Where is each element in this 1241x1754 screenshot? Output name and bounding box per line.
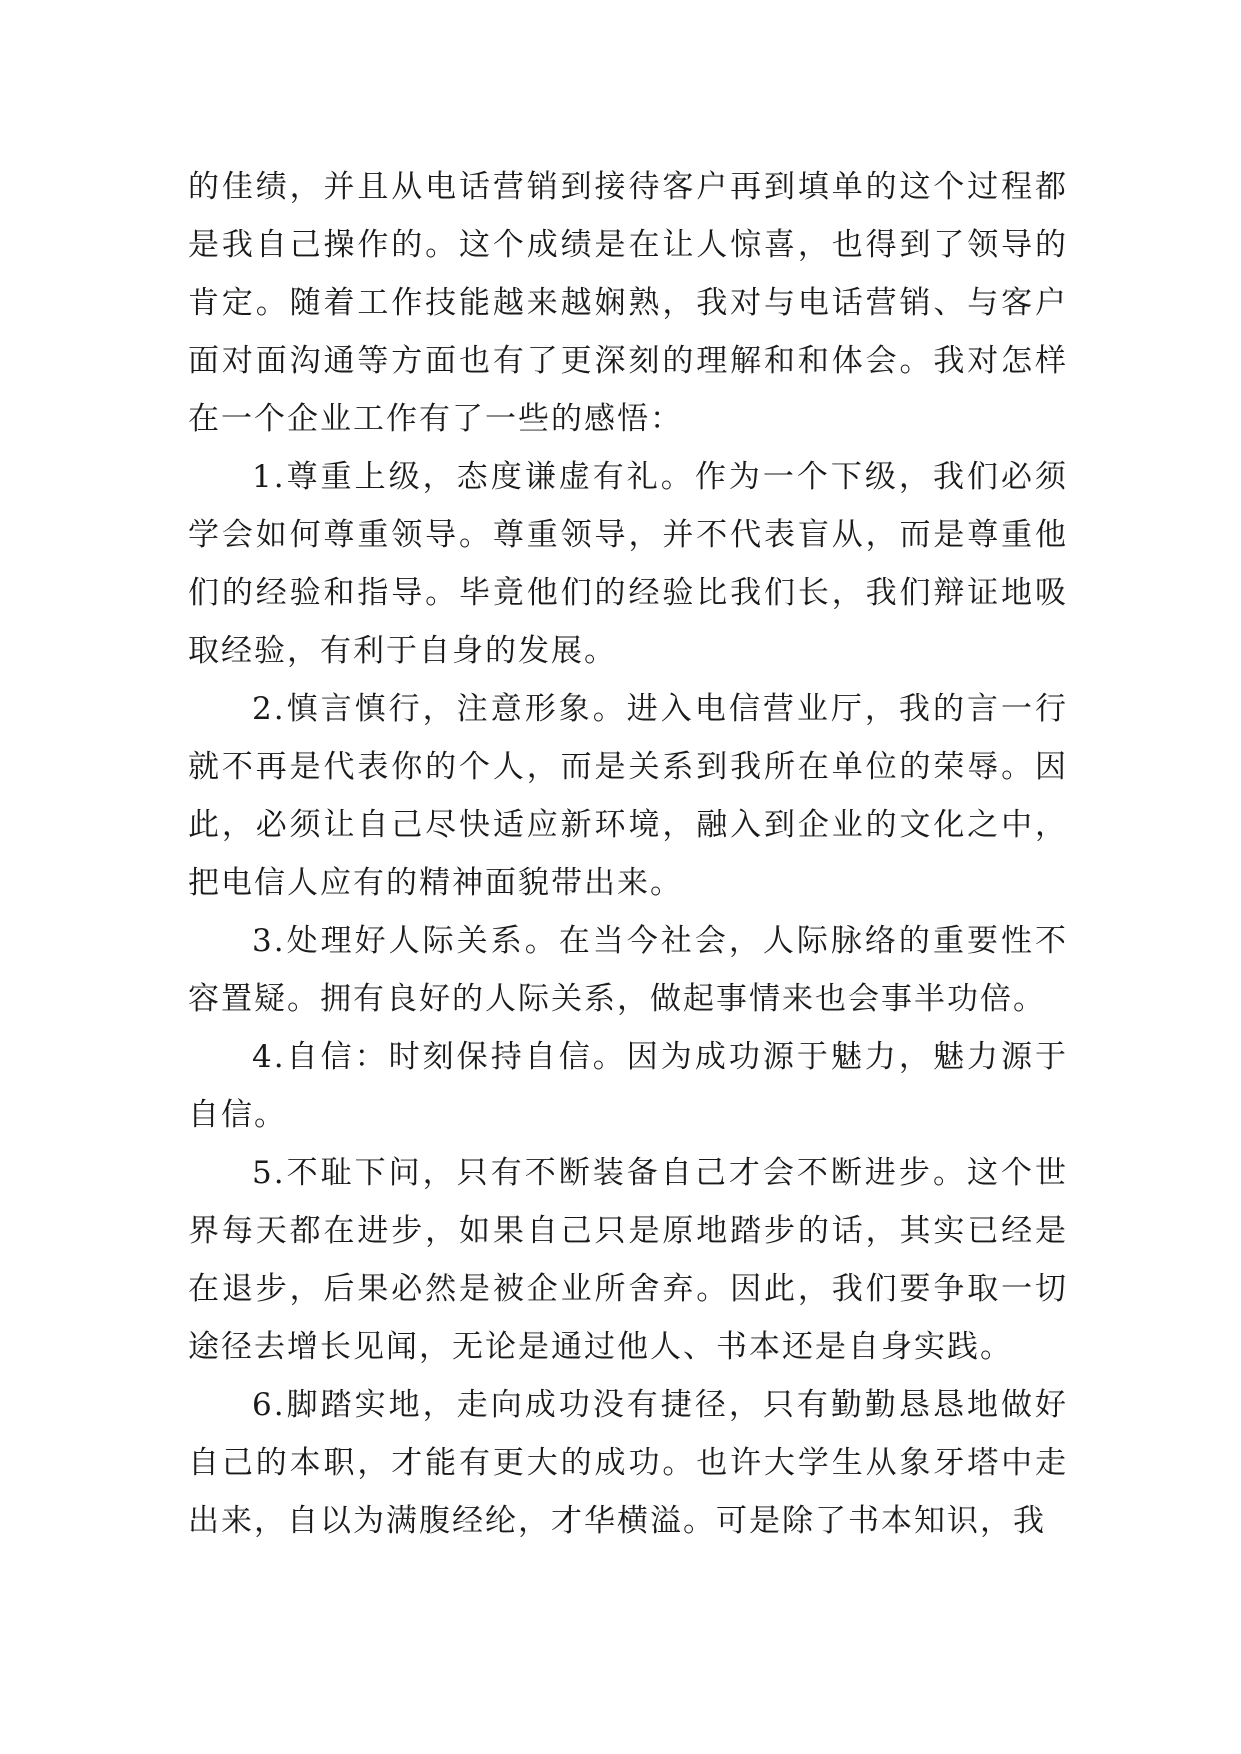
paragraph-point-4: 4.自信：时刻保持自信。因为成功源于魅力，魅力源于自信。 [188,1039,1068,1133]
paragraph-point-1: 1.尊重上级，态度谦虚有礼。作为一个下级，我们必须学会如何尊重领导。尊重领导，并不代表盲从，而是尊重他们的经验和指导。毕竟他们的经验比我们长，我们辩证地吸取经验，有利于自身的发展。 [188,459,1068,669]
paragraph-point-3: 3.处理好人际关系。在当今社会，人际脉络的重要性不容置疑。拥有良好的人际关系，做起事情来也会事半功倍。 [188,923,1068,1017]
paragraph-point-6: 6.脚踏实地，走向成功没有捷径，只有勤勤恳恳地做好自己的本职，才能有更大的成功。也许大学生从象牙塔中走出来，自以为满腹经纶，才华横溢。可是除了书本知识，我 [188,1387,1068,1539]
paragraph-point-5: 5.不耻下问，只有不断装备自己才会不断进步。这个世界每天都在进步，如果自己只是原地踏步的话，其实已经是在退步，后果必然是被企业所舍弃。因此，我们要争取一切途径去增长见闻，无论是通过他人、书本还是自身实践。 [188,1155,1068,1365]
paragraph-point-2: 2.慎言慎行，注意形象。进入电信营业厅，我的言一行就不再是代表你的个人，而是关系到我所在单位的荣辱。因此，必须让自己尽快适应新环境，融入到企业的文化之中，把电信人应有的精神面貌带出来。 [188,691,1068,901]
paragraph-intro: 的佳绩，并且从电话营销到接待客户再到填单的这个过程都是我自己操作的。这个成绩是在让人惊喜，也得到了领导的肯定。随着工作技能越来越娴熟，我对与电话营销、与客户面对面沟通等方面也有了更深刻的理解和和体会。我对怎样在一个企业工作有了一些的感悟： [188,169,1068,437]
document-body [188,158,1068,1550]
